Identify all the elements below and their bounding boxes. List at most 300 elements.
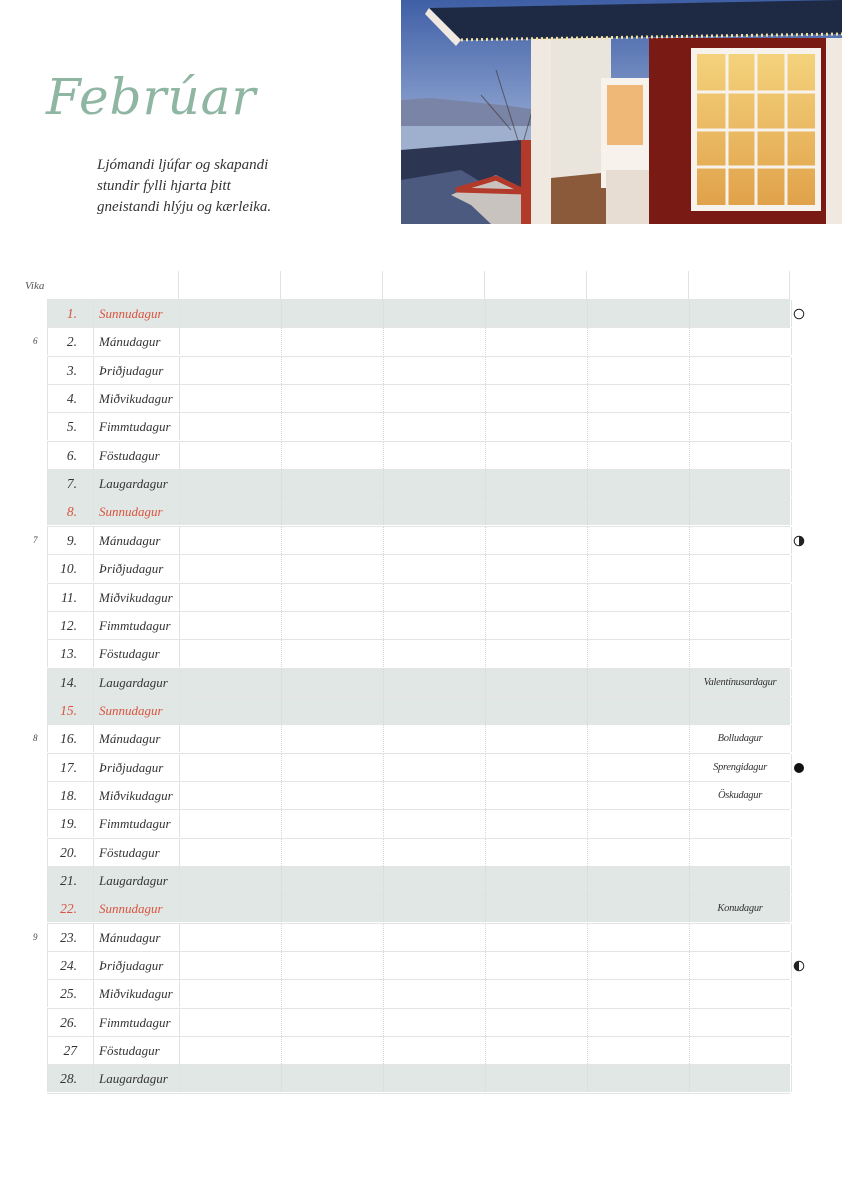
day-number: 10. xyxy=(48,555,94,582)
day-name: Föstudagur xyxy=(99,844,160,860)
calendar-day-row xyxy=(47,809,790,837)
entry-cell[interactable] xyxy=(383,413,485,440)
entry-cell[interactable] xyxy=(791,725,792,752)
header-cell xyxy=(382,271,484,299)
holiday-note: Öskudagur xyxy=(718,789,762,801)
day-name: Sunnudagur xyxy=(99,702,163,718)
header-cell xyxy=(178,271,280,299)
entry-cell[interactable] xyxy=(281,924,383,951)
entry-cell[interactable] xyxy=(791,413,792,440)
entry-cell[interactable] xyxy=(179,527,281,554)
entry-cell[interactable] xyxy=(485,669,587,696)
entry-cell[interactable] xyxy=(179,555,281,582)
day-number: 4. xyxy=(48,385,94,412)
day-name: Mánudagur xyxy=(99,334,161,350)
entry-cell[interactable] xyxy=(485,300,587,327)
entry-cell[interactable] xyxy=(485,584,587,611)
entry-cell[interactable] xyxy=(383,584,485,611)
entry-cell[interactable] xyxy=(485,952,587,979)
day-number: 27 xyxy=(48,1037,94,1064)
entry-cell[interactable] xyxy=(587,385,689,412)
entry-cell[interactable] xyxy=(383,867,485,894)
entry-cell[interactable] xyxy=(689,952,791,979)
day-name: Þriðjudagur xyxy=(99,362,164,378)
entry-cell[interactable] xyxy=(689,555,791,582)
day-name: Fimmtudagur xyxy=(99,1014,171,1030)
calendar-day-row xyxy=(47,327,790,355)
entry-cell[interactable] xyxy=(689,697,791,724)
entry-cell[interactable] xyxy=(485,555,587,582)
day-name: Sunnudagur xyxy=(99,901,163,917)
entry-cell[interactable] xyxy=(689,867,791,894)
day-number: 25. xyxy=(48,980,94,1007)
entry-cell[interactable] xyxy=(791,669,792,696)
entry-cell[interactable] xyxy=(383,810,485,837)
day-name: Föstudagur xyxy=(99,447,160,463)
entry-cell[interactable] xyxy=(281,867,383,894)
entry-cell[interactable] xyxy=(281,895,383,922)
day-number: 21. xyxy=(48,867,94,894)
entry-cell[interactable] xyxy=(281,442,383,469)
entry-cell[interactable] xyxy=(791,328,792,355)
day-name: Mánudagur xyxy=(99,532,161,548)
day-number: 7. xyxy=(48,470,94,497)
entry-cell[interactable] xyxy=(791,697,792,724)
calendar-day-row xyxy=(47,781,790,809)
entry-cell[interactable] xyxy=(689,357,791,384)
entry-cell[interactable] xyxy=(383,385,485,412)
day-name: Mánudagur xyxy=(99,929,161,945)
day-name: Laugardagur xyxy=(99,476,168,492)
day-number: 23. xyxy=(48,924,94,951)
entry-cell[interactable] xyxy=(587,1037,689,1064)
entry-cell[interactable] xyxy=(281,1065,383,1092)
entry-cell[interactable] xyxy=(485,612,587,639)
entry-cell[interactable] xyxy=(791,924,792,951)
entry-cell[interactable] xyxy=(485,810,587,837)
entry-cell[interactable] xyxy=(587,300,689,327)
entry-cell[interactable] xyxy=(281,669,383,696)
entry-cell[interactable] xyxy=(587,612,689,639)
day-name: Sunnudagur xyxy=(99,504,163,520)
entry-cell[interactable] xyxy=(281,413,383,440)
entry-cell[interactable] xyxy=(485,413,587,440)
entry-cell[interactable] xyxy=(791,385,792,412)
day-number: 16. xyxy=(48,725,94,752)
entry-cell[interactable] xyxy=(281,697,383,724)
calendar-day-row xyxy=(47,1064,790,1092)
day-name: Þriðjudagur xyxy=(99,958,164,974)
entry-cell[interactable] xyxy=(179,867,281,894)
entry-cell[interactable] xyxy=(179,385,281,412)
entry-cell[interactable] xyxy=(179,442,281,469)
entry-cell[interactable] xyxy=(281,1037,383,1064)
entry-cell[interactable] xyxy=(281,470,383,497)
entry-cell[interactable] xyxy=(587,357,689,384)
day-name: Mánudagur xyxy=(99,731,161,747)
entry-cell[interactable] xyxy=(791,895,792,922)
day-number: 11. xyxy=(48,584,94,611)
entry-cell[interactable] xyxy=(587,584,689,611)
calendar-day-row xyxy=(47,923,790,951)
entry-cell[interactable] xyxy=(179,470,281,497)
entry-cell[interactable] xyxy=(281,725,383,752)
day-number: 24. xyxy=(48,952,94,979)
entry-cell[interactable] xyxy=(689,442,791,469)
entry-cell[interactable] xyxy=(383,470,485,497)
day-number: 12. xyxy=(48,612,94,639)
entry-cell[interactable] xyxy=(791,754,792,781)
day-number: 17. xyxy=(48,754,94,781)
entry-cell[interactable] xyxy=(689,924,791,951)
calendar-day-row xyxy=(47,554,790,582)
day-number: 5. xyxy=(48,413,94,440)
entry-cell[interactable] xyxy=(791,1037,792,1064)
day-number: 8. xyxy=(48,498,94,525)
entry-cell[interactable] xyxy=(587,725,689,752)
calendar-day-row xyxy=(47,1036,790,1064)
day-name: Laugardagur xyxy=(99,674,168,690)
entry-cell[interactable] xyxy=(587,328,689,355)
entry-cell[interactable] xyxy=(281,357,383,384)
entry-cell[interactable] xyxy=(281,328,383,355)
entry-cell[interactable] xyxy=(587,1009,689,1036)
entry-cell[interactable] xyxy=(791,527,792,554)
cabin-photo xyxy=(401,0,842,224)
entry-cell[interactable] xyxy=(485,980,587,1007)
holiday-note: Konudagur xyxy=(717,903,763,915)
entry-cell[interactable] xyxy=(485,754,587,781)
entry-cell[interactable] xyxy=(689,1065,791,1092)
entry-cell[interactable] xyxy=(689,980,791,1007)
entry-cell[interactable] xyxy=(383,754,485,781)
entry-cell[interactable] xyxy=(383,357,485,384)
new-moon-icon xyxy=(793,761,805,773)
entry-cell[interactable] xyxy=(587,980,689,1007)
entry-cell[interactable] xyxy=(485,328,587,355)
entry-cell[interactable] xyxy=(383,442,485,469)
day-number: 18. xyxy=(48,782,94,809)
calendar-day-row xyxy=(47,894,790,922)
day-number: 13. xyxy=(48,640,94,667)
month-quote xyxy=(97,155,357,218)
entry-cell[interactable] xyxy=(383,782,485,809)
entry-cell[interactable] xyxy=(587,442,689,469)
entry-cell[interactable] xyxy=(587,640,689,667)
entry-cell[interactable] xyxy=(587,527,689,554)
entry-cell[interactable] xyxy=(179,612,281,639)
entry-cell[interactable] xyxy=(689,300,791,327)
calendar-day-row xyxy=(47,951,790,979)
day-name: Fimmtudagur xyxy=(99,816,171,832)
holiday-note: Sprengidagur xyxy=(713,761,767,773)
calendar-day-row xyxy=(47,299,790,327)
cabin-photo-image xyxy=(401,0,842,224)
entry-cell[interactable] xyxy=(383,640,485,667)
calendar-day-row xyxy=(47,1008,790,1036)
entry-cell[interactable] xyxy=(179,754,281,781)
entry-cell[interactable] xyxy=(179,669,281,696)
entry-cell[interactable] xyxy=(281,584,383,611)
entry-cell[interactable] xyxy=(791,555,792,582)
calendar-day-row xyxy=(47,497,790,525)
entry-cell[interactable] xyxy=(587,924,689,951)
entry-cell[interactable] xyxy=(281,839,383,866)
quote-line: gneistandi hlýju og kærleika. xyxy=(97,199,272,215)
grid-bottom-border xyxy=(47,1093,790,1094)
day-number: 19. xyxy=(48,810,94,837)
entry-cell[interactable] xyxy=(689,839,791,866)
entry-cell[interactable] xyxy=(485,697,587,724)
day-name: Miðvikudagur xyxy=(99,589,173,605)
entry-cell[interactable] xyxy=(179,1065,281,1092)
entry-cell[interactable] xyxy=(383,1037,485,1064)
week-number: 8 xyxy=(33,733,38,744)
entry-cell[interactable] xyxy=(281,300,383,327)
entry-cell[interactable] xyxy=(179,498,281,525)
entry-cell[interactable] xyxy=(383,300,485,327)
entry-cell[interactable] xyxy=(791,470,792,497)
entry-cell[interactable] xyxy=(485,470,587,497)
day-name: Fimmtudagur xyxy=(99,617,171,633)
entry-cell[interactable] xyxy=(485,725,587,752)
entry-cell[interactable] xyxy=(281,1009,383,1036)
entry-cell[interactable] xyxy=(179,725,281,752)
quote-line: Ljómandi ljúfar og skapandi xyxy=(97,157,269,173)
entry-cell[interactable] xyxy=(587,498,689,525)
entry-cell[interactable] xyxy=(383,895,485,922)
entry-cell[interactable] xyxy=(791,442,792,469)
day-number: 2. xyxy=(48,328,94,355)
entry-cell[interactable] xyxy=(791,498,792,525)
entry-cell[interactable] xyxy=(281,754,383,781)
entry-cell[interactable] xyxy=(281,555,383,582)
entry-cell[interactable] xyxy=(281,527,383,554)
entry-cell[interactable] xyxy=(689,1037,791,1064)
entry-cell[interactable] xyxy=(485,1065,587,1092)
entry-cell[interactable] xyxy=(281,498,383,525)
entry-cell[interactable] xyxy=(281,782,383,809)
entry-cell[interactable] xyxy=(689,328,791,355)
entry-cell[interactable] xyxy=(587,413,689,440)
entry-cell[interactable] xyxy=(791,952,792,979)
day-number: 6. xyxy=(48,442,94,469)
first-quarter-moon-icon xyxy=(793,959,805,971)
calendar-day-row xyxy=(47,469,790,497)
entry-cell[interactable] xyxy=(485,867,587,894)
calendar-day-row xyxy=(47,838,790,866)
entry-cell[interactable] xyxy=(587,1065,689,1092)
entry-cell[interactable] xyxy=(179,1009,281,1036)
week-column-label: Vika xyxy=(25,280,45,292)
entry-cell[interactable] xyxy=(281,980,383,1007)
entry-cell[interactable] xyxy=(791,584,792,611)
full-moon-icon xyxy=(793,307,805,319)
last-quarter-moon-icon xyxy=(793,534,805,546)
week-number: 9 xyxy=(33,931,38,942)
entry-cell[interactable] xyxy=(485,357,587,384)
calendar-day-row xyxy=(47,866,790,894)
day-name: Sunnudagur xyxy=(99,306,163,321)
entry-cell[interactable] xyxy=(791,980,792,1007)
entry-cell[interactable] xyxy=(791,357,792,384)
day-name: Þriðjudagur xyxy=(99,759,164,775)
entry-cell[interactable] xyxy=(281,385,383,412)
week-number: 6 xyxy=(33,336,38,347)
calendar-day-row xyxy=(47,356,790,384)
entry-cell[interactable] xyxy=(587,782,689,809)
header-cell xyxy=(586,271,688,299)
entry-cell[interactable] xyxy=(179,782,281,809)
day-number: 3. xyxy=(48,357,94,384)
entry-cell[interactable] xyxy=(281,640,383,667)
week-number: 7 xyxy=(33,534,38,545)
entry-cell[interactable] xyxy=(383,612,485,639)
entry-cell[interactable] xyxy=(383,498,485,525)
day-name: Miðvikudagur xyxy=(99,391,173,407)
entry-cell[interactable] xyxy=(485,385,587,412)
entry-cell[interactable] xyxy=(179,584,281,611)
header-cell xyxy=(688,271,790,299)
entry-cell[interactable] xyxy=(281,952,383,979)
entry-cell[interactable] xyxy=(383,725,485,752)
calendar-day-row xyxy=(47,668,790,696)
calendar-day-row xyxy=(47,639,790,667)
entry-cell[interactable] xyxy=(485,839,587,866)
entry-cell[interactable] xyxy=(587,952,689,979)
day-name: Miðvikudagur xyxy=(99,787,173,803)
entry-cell[interactable] xyxy=(281,810,383,837)
entry-cell[interactable] xyxy=(179,839,281,866)
calendar-day-row xyxy=(47,979,790,1007)
entry-cell[interactable] xyxy=(485,527,587,554)
entry-cell[interactable] xyxy=(791,810,792,837)
day-number: 14. xyxy=(48,669,94,696)
entry-cell[interactable] xyxy=(383,1009,485,1036)
day-number: 26. xyxy=(48,1009,94,1036)
calendar-day-row xyxy=(47,611,790,639)
entry-cell[interactable] xyxy=(485,782,587,809)
entry-cell[interactable] xyxy=(383,527,485,554)
day-name: Þriðjudagur xyxy=(99,561,164,577)
entry-cell[interactable] xyxy=(791,867,792,894)
entry-cell[interactable] xyxy=(689,413,791,440)
entry-cell[interactable] xyxy=(791,640,792,667)
holiday-note: Bolludagur xyxy=(717,733,763,745)
entry-cell[interactable] xyxy=(179,357,281,384)
header-cell xyxy=(484,271,586,299)
entry-cell[interactable] xyxy=(485,1037,587,1064)
entry-cell[interactable] xyxy=(179,328,281,355)
entry-cell[interactable] xyxy=(383,952,485,979)
entry-cell[interactable] xyxy=(179,1037,281,1064)
entry-cell[interactable] xyxy=(383,555,485,582)
entry-cell[interactable] xyxy=(587,895,689,922)
day-name: Fimmtudagur xyxy=(99,419,171,435)
entry-cell[interactable] xyxy=(179,413,281,440)
calendar-day-row xyxy=(47,412,790,440)
entry-cell[interactable] xyxy=(791,1009,792,1036)
holiday-note: Valentínusardagur xyxy=(703,676,777,688)
entry-cell[interactable] xyxy=(179,697,281,724)
entry-cell[interactable] xyxy=(485,924,587,951)
entry-cell[interactable] xyxy=(689,612,791,639)
day-number: 9. xyxy=(48,527,94,554)
calendar-day-row xyxy=(47,583,790,611)
entry-cell[interactable] xyxy=(485,498,587,525)
calendar-day-row xyxy=(47,384,790,412)
entry-cell[interactable] xyxy=(791,300,792,327)
quote-line: stundir fylli hjarta þitt xyxy=(97,178,231,194)
entry-cell[interactable] xyxy=(383,839,485,866)
entry-cell[interactable] xyxy=(689,470,791,497)
entry-cell[interactable] xyxy=(485,895,587,922)
day-name: Laugardagur xyxy=(99,873,168,888)
entry-cell[interactable] xyxy=(383,328,485,355)
calendar-day-row xyxy=(47,753,790,781)
entry-cell[interactable] xyxy=(383,669,485,696)
header-cell xyxy=(280,271,382,299)
calendar-day-row xyxy=(47,526,790,554)
entry-cell[interactable] xyxy=(179,980,281,1007)
calendar-day-row xyxy=(47,696,790,724)
day-number: 1. xyxy=(48,300,94,327)
entry-cell[interactable] xyxy=(281,612,383,639)
entry-cell[interactable] xyxy=(587,754,689,781)
day-name: Föstudagur xyxy=(99,646,160,662)
entry-cell[interactable] xyxy=(587,810,689,837)
entry-cell[interactable] xyxy=(179,924,281,951)
entry-cell[interactable] xyxy=(587,839,689,866)
entry-cell[interactable] xyxy=(689,640,791,667)
calendar-day-row xyxy=(47,724,790,752)
entry-cell[interactable] xyxy=(587,697,689,724)
entry-cell[interactable] xyxy=(179,952,281,979)
entry-cell[interactable] xyxy=(485,640,587,667)
entry-cell[interactable] xyxy=(689,584,791,611)
entry-cell[interactable] xyxy=(689,527,791,554)
entry-cell[interactable] xyxy=(587,470,689,497)
entry-cell[interactable] xyxy=(791,782,792,809)
entry-cell[interactable] xyxy=(383,697,485,724)
entry-cell[interactable] xyxy=(689,1009,791,1036)
entry-cell[interactable] xyxy=(587,867,689,894)
entry-cell[interactable] xyxy=(689,385,791,412)
entry-cell[interactable] xyxy=(179,810,281,837)
entry-cell[interactable] xyxy=(587,669,689,696)
day-name: Miðvikudagur xyxy=(99,986,173,1002)
entry-cell[interactable] xyxy=(179,300,281,327)
entry-cell[interactable] xyxy=(383,1065,485,1092)
entry-cell[interactable] xyxy=(587,555,689,582)
day-name: Föstudagur xyxy=(99,1043,160,1059)
entry-cell[interactable] xyxy=(485,1009,587,1036)
entry-cell[interactable] xyxy=(689,498,791,525)
entry-cell[interactable] xyxy=(791,612,792,639)
entry-cell[interactable] xyxy=(179,895,281,922)
day-name: Laugardagur xyxy=(99,1071,168,1087)
entry-cell[interactable] xyxy=(179,640,281,667)
calendar-header-row xyxy=(178,271,790,299)
entry-cell[interactable] xyxy=(383,980,485,1007)
entry-cell[interactable] xyxy=(485,442,587,469)
entry-cell[interactable] xyxy=(791,839,792,866)
day-number: 20. xyxy=(48,839,94,866)
entry-cell[interactable] xyxy=(791,1065,792,1092)
entry-cell[interactable] xyxy=(383,924,485,951)
day-number: 15. xyxy=(48,697,94,724)
entry-cell[interactable] xyxy=(689,810,791,837)
